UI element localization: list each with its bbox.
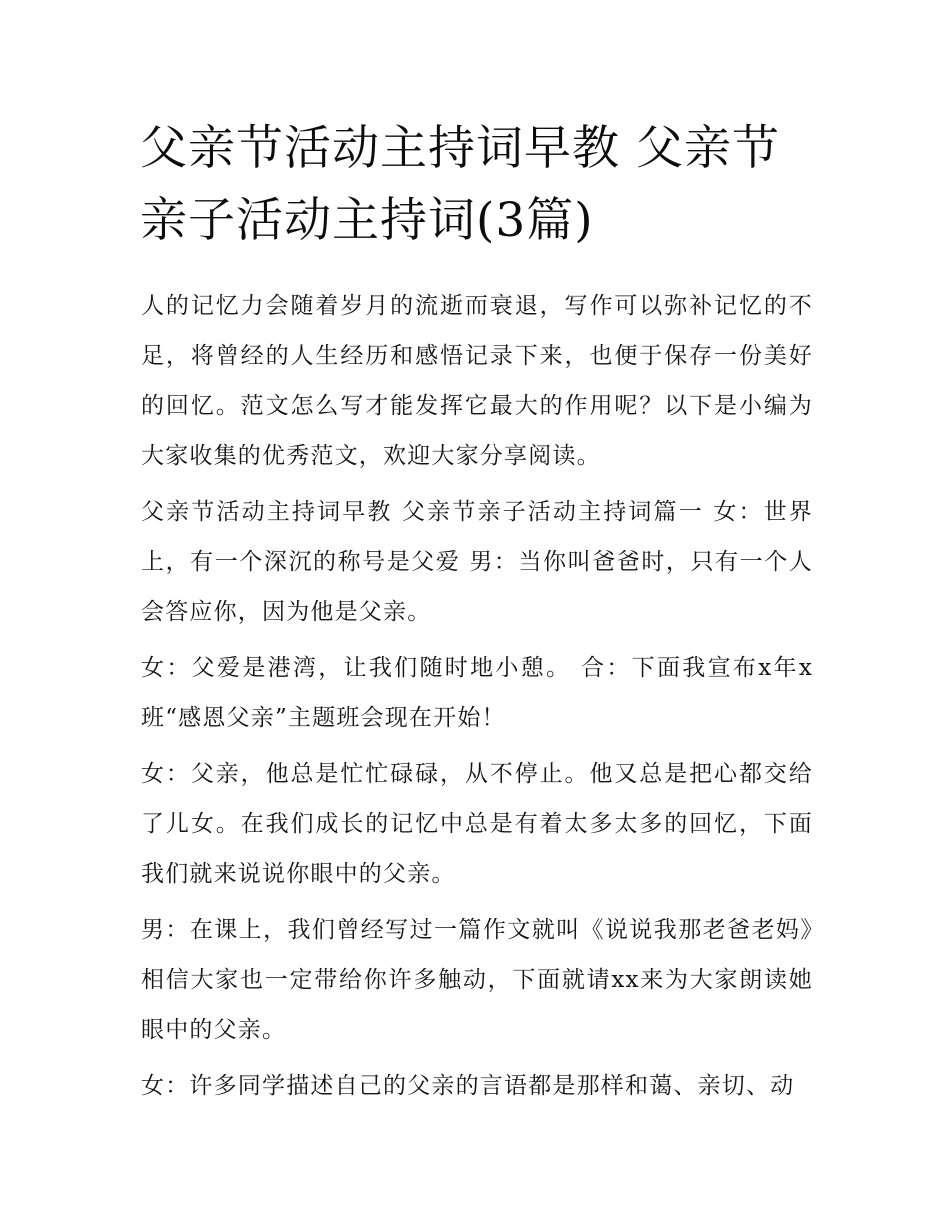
paragraph-5: 女：许多同学描述自己的父亲的言语都是那样和蔼、亲切、动 xyxy=(141,1073,795,1099)
document-title: 父亲节活动主持词早教 父亲节亲子活动主持词(3篇) xyxy=(140,121,780,248)
paragraph-1: 父亲节活动主持词早教 父亲节亲子活动主持词篇一 女：世界上，有一个深沉的称号是父爱 男：当你叫爸爸时，只有一个人会答应你，因为他是父亲。 xyxy=(141,499,813,625)
paragraph-2: 女：父爱是港湾，让我们随时地小憩。 合：下面我宣布x年x班“感恩父亲”主题班会现在开始！ xyxy=(141,655,813,731)
paragraph-intro: 人的记忆力会随着岁月的流逝而衰退，写作可以弥补记忆的不足，将曾经的人生经历和感悟记录下来，也便于保存一份美好的回忆。范文怎么写才能发挥它最大的作用呢？以下是小编为大家收集的优秀范文，欢迎大家分享阅读。 xyxy=(141,293,813,469)
paragraph-3: 女：父亲，他总是忙忙碌碌，从不停止。他又总是把心都交给了儿女。在我们成长的记忆中总是有着太多太多的回忆，下面我们就来说说你眼中的父亲。 xyxy=(141,761,813,887)
document-body xyxy=(141,281,813,1117)
paragraph-4: 男：在课上，我们曾经写过一篇作文就叫《说说我那老爸老妈》相信大家也一定带给你许多触动，下面就请xx来为大家朗读她眼中的父亲。 xyxy=(141,917,813,1043)
